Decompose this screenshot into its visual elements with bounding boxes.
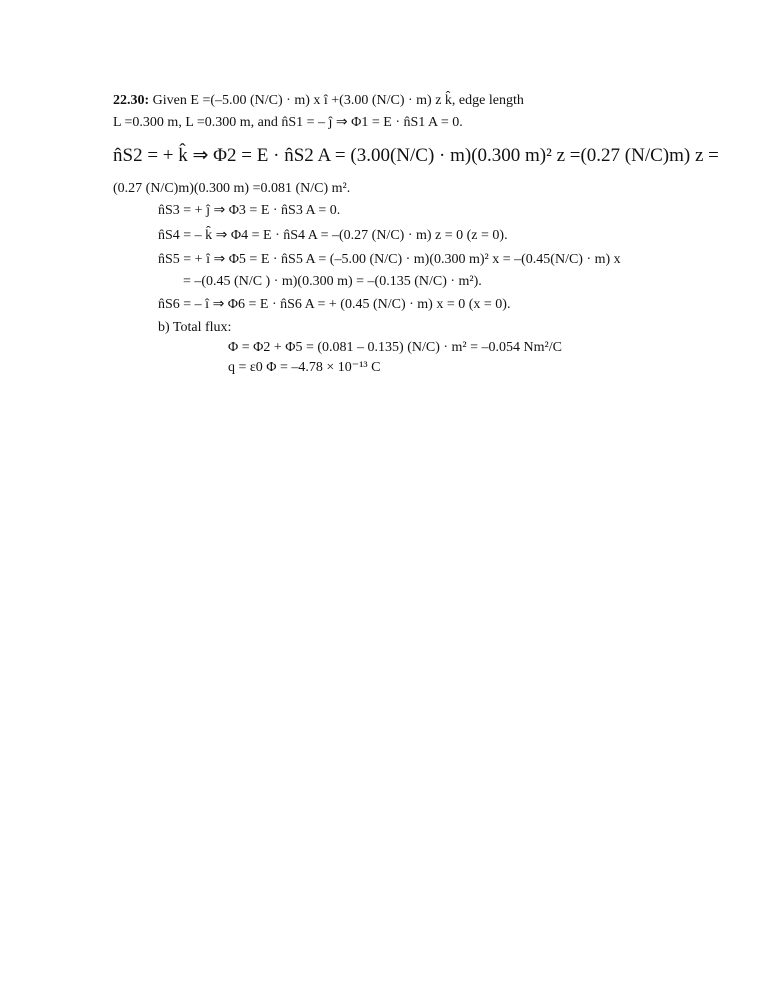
problem-line-1 — [113, 92, 524, 110]
problem-number: 22.30: — [113, 93, 150, 108]
surface-6-flux: n̂S6 = – î ⇒ Φ6 = E · n̂S6 A = + (0.45 (N/C) · m) x = 0 (x = 0). — [158, 297, 511, 312]
part-b-label: b) Total flux: — [158, 320, 232, 335]
surface-5-flux: n̂S5 = + î ⇒ Φ5 = E · n̂S5 A = (–5.00 (N/C) · m)(0.300 m)² x = –(0.45(N/C) · m) x — [158, 252, 621, 267]
given-field-text: Given E =(–5.00 (N/C) · m) x î +(3.00 (N/C) · m) z k̂, edge length — [152, 93, 524, 108]
problem-line-2: L =0.300 m, L =0.300 m, and n̂S1 = – ĵ ⇒ Φ1 = E · n̂S1 A = 0. — [113, 115, 463, 130]
surface-5-flux-result: = –(0.45 (N/C ) · m)(0.300 m) = –(0.135 (N/C) · m²). — [183, 274, 482, 289]
total-flux-equation: Φ = Φ2 + Φ5 = (0.081 – 0.135) (N/C) · m² = –0.054 Nm²/C — [228, 340, 562, 355]
charge-equation: q = ε0 Φ = –4.78 × 10⁻¹³ C — [228, 360, 381, 375]
surface-2-flux-line: n̂S2 = + k̂ ⇒ Φ2 = E · n̂S2 A = (3.00(N/C) · m)(0.300 m)² z =(0.27 (N/C)m) z = — [113, 145, 719, 166]
surface-2-flux-result: (0.27 (N/C)m)(0.300 m) =0.081 (N/C) m². — [113, 181, 351, 196]
surface-4-flux: n̂S4 = – k̂ ⇒ Φ4 = E · n̂S4 A = –(0.27 (N/C) · m) z = 0 (z = 0). — [158, 228, 508, 243]
surface-3-flux: n̂S3 = + ĵ ⇒ Φ3 = E · n̂S3 A = 0. — [158, 203, 341, 218]
